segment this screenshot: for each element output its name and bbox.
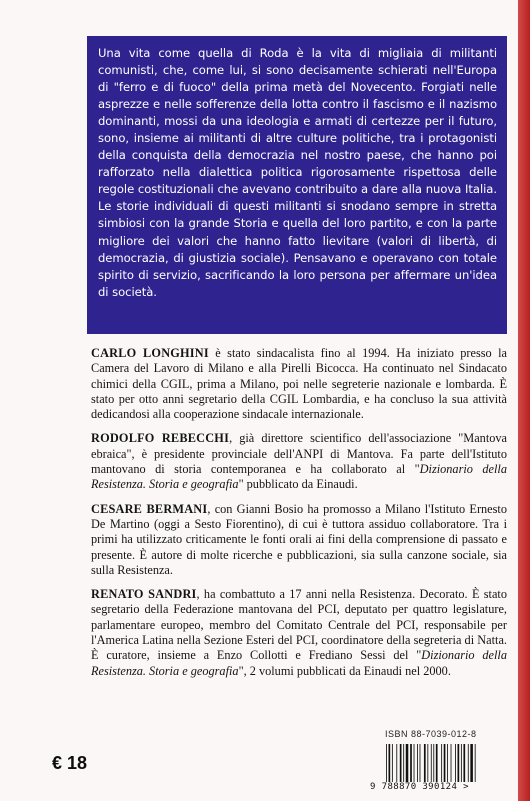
bio-cesare-bermani — [91, 502, 507, 578]
bio-text: , con Gianni Bosio ha promosso a Milano l'Istituto Ernesto De Martino (oggi a Sesto Fiorentino), di cui è tuttora assiduo collaboratore. Tra i primi ha utilizzato criticamente le fonti orali ai fini della comprensione di passato e presente. È autore di molte ricerche e pubblicazioni, sia sulla canzone sociale, sia sulla Resistenza. — [91, 501, 507, 577]
price-label: € 18 — [52, 753, 88, 773]
bio-name: RODOLFO REBECCHI — [91, 431, 230, 446]
bio-text-end: " pubblicato da Einaudi. — [238, 477, 358, 492]
bio-text-end: ", 2 volumi pubblicati da Einaudi nel 2000. — [238, 663, 451, 678]
bio-renato-sandri — [91, 587, 507, 679]
bio-name: CESARE BERMANI — [91, 501, 208, 516]
bio-text: è stato sindacalista fino al 1994. Ha iniziato presso la Camera del Lavoro di Milano e alla Pirelli Bicocca. Ha continuato nel Sindacato chimici della CGIL, prima a Milano, poi nelle segreterie nazionale e lombarda. È stato per otto anni segretario della CGIL Lombardia, e ha concluso la sua attività dedicandosi alla cooperazione sindacale internazionale. — [91, 346, 507, 422]
book-title: Dizionario della Resistenza. Storia e geografia — [91, 462, 507, 492]
red-spine-edge — [518, 0, 530, 801]
bio-rodolfo-rebecchi — [91, 431, 507, 492]
bio-text: , ha combattuto a 17 anni nella Resistenza. Decorato. È stato segretario della Federazione mantovana del PCI, deputato per quattro legislature, parlamentare europeo, membro del Comitato Centrale del PCI, responsabile per l'America Latina nella Sezione Esteri del PCI, coordinatore della segreteria di Natta. È curatore, insieme a Enzo Collotti e Frediano Sessi del " — [91, 587, 507, 663]
author-bios — [91, 346, 507, 688]
barcode-digits: 9 788870 390124 > — [370, 782, 469, 792]
bio-name: RENATO SANDRI — [91, 587, 197, 602]
bio-carlo-longhini — [91, 346, 507, 422]
bio-text: , già direttore scientifico dell'associazione "Mantova ebraica", è presidente provinciale dell'ANPI di Mantova. Fa parte dell'Istituto mantovano di storia contemporanea e ha collaborato al " — [91, 431, 507, 477]
book-title: Dizionario della Resistenza. Storia e geografia — [91, 648, 507, 678]
isbn-label: ISBN 88-7039-012-8 — [385, 729, 477, 739]
barcode-icon — [384, 744, 506, 782]
blurb-text: Una vita come quella di Roda è la vita di migliaia di militanti comunisti, che, come lui, si sono decisamente schierati nell'Europa di "ferro e di fuoco" della prima metà del Novecento. Forgiati nelle asprezze e nelle sofferenze della lotta contro il fascismo e il nazismo dominanti, mossi da una ideologia e armati di certezze per il futuro, sono, insieme ai militanti di altre culture politiche, tra i protagonisti della conquista della democrazia nel nostro paese, che hanno poi rafforzato nella dialettica politica rigorosamente rispettosa delle regole costituzionali che avevano contribuito a dare alla nuova Italia. Le storie individuali di questi militanti si snodano sempre in stretta simbiosi con la grande Storia e quella del loro partito, e con la parte migliore dei valori che hanno fatto lievitare (valori di libertà, di democrazia, di giustizia sociale). Pensavano e operavano con totale spirito di servizio, sacrificando la loro persona per affermare un'idea di società. — [98, 46, 497, 299]
bio-name: CARLO LONGHINI — [91, 346, 209, 360]
blurb-box — [87, 36, 507, 334]
